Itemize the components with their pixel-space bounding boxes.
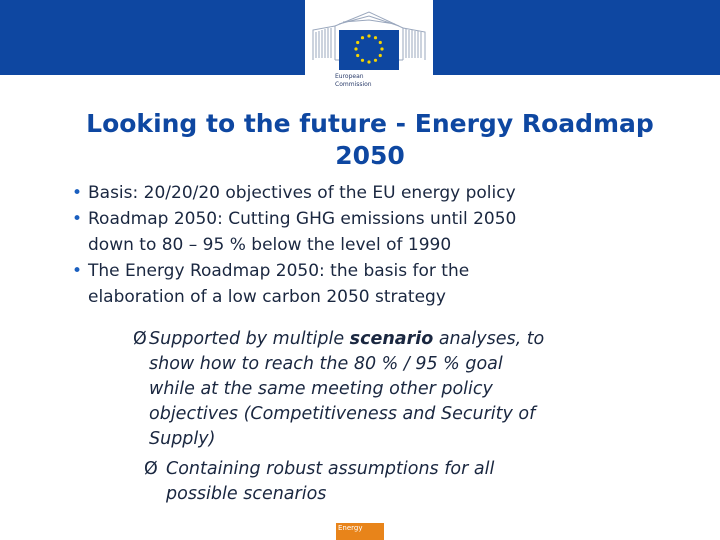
subpoint-line: show how to reach the 80 % / 95 % goal [149,354,503,374]
logo-caption [335,73,372,89]
european-commission-logo [305,0,433,102]
slide-title [0,108,720,172]
subpoint-text: analyses, to [433,329,545,349]
subpoint-line: while at the same meeting other policy [149,379,493,399]
title-line-1: Looking to the future - Energy Roadmap [86,109,654,138]
bullet-marker: • [72,183,83,203]
bullet-list [72,180,662,310]
footer-energy-tag: Energy [336,523,384,540]
logo-line-1: European [335,73,364,80]
bullet-marker: • [72,209,83,229]
subpoint-line [149,327,643,352]
subpoint-line: Supply) [149,429,216,449]
bullet-item [72,258,662,310]
subpoint-scenarios [133,327,643,452]
subpoint-assumptions [144,457,614,507]
bullet-text: Roadmap 2050: Cutting GHG emissions until 2050 [88,209,517,229]
bullet-item [72,206,662,258]
subpoint-line: possible scenarios [166,484,327,504]
arrow-bullet-icon: Ø [144,459,158,479]
subpoint-text: Supported by multiple [149,329,350,349]
title-line-2: 2050 [335,141,405,170]
bullet-item [72,180,662,206]
arrow-bullet-icon: Ø [133,329,147,349]
bullet-text: The Energy Roadmap 2050: the basis for the [88,261,470,281]
subpoint-emphasis: scenario [349,329,434,349]
bullet-text: down to 80 – 95 % below the level of 1990 [88,235,452,255]
subpoint-line: objectives (Competitiveness and Security of [149,404,536,424]
logo-line-2: Commission [335,81,372,88]
bullet-text: elaboration of a low carbon 2050 strategy [88,287,446,307]
subpoint-line: Containing robust assumptions for all [166,459,495,479]
bullet-text: Basis: 20/20/20 objectives of the EU energy policy [88,183,516,203]
bullet-marker: • [72,261,83,281]
